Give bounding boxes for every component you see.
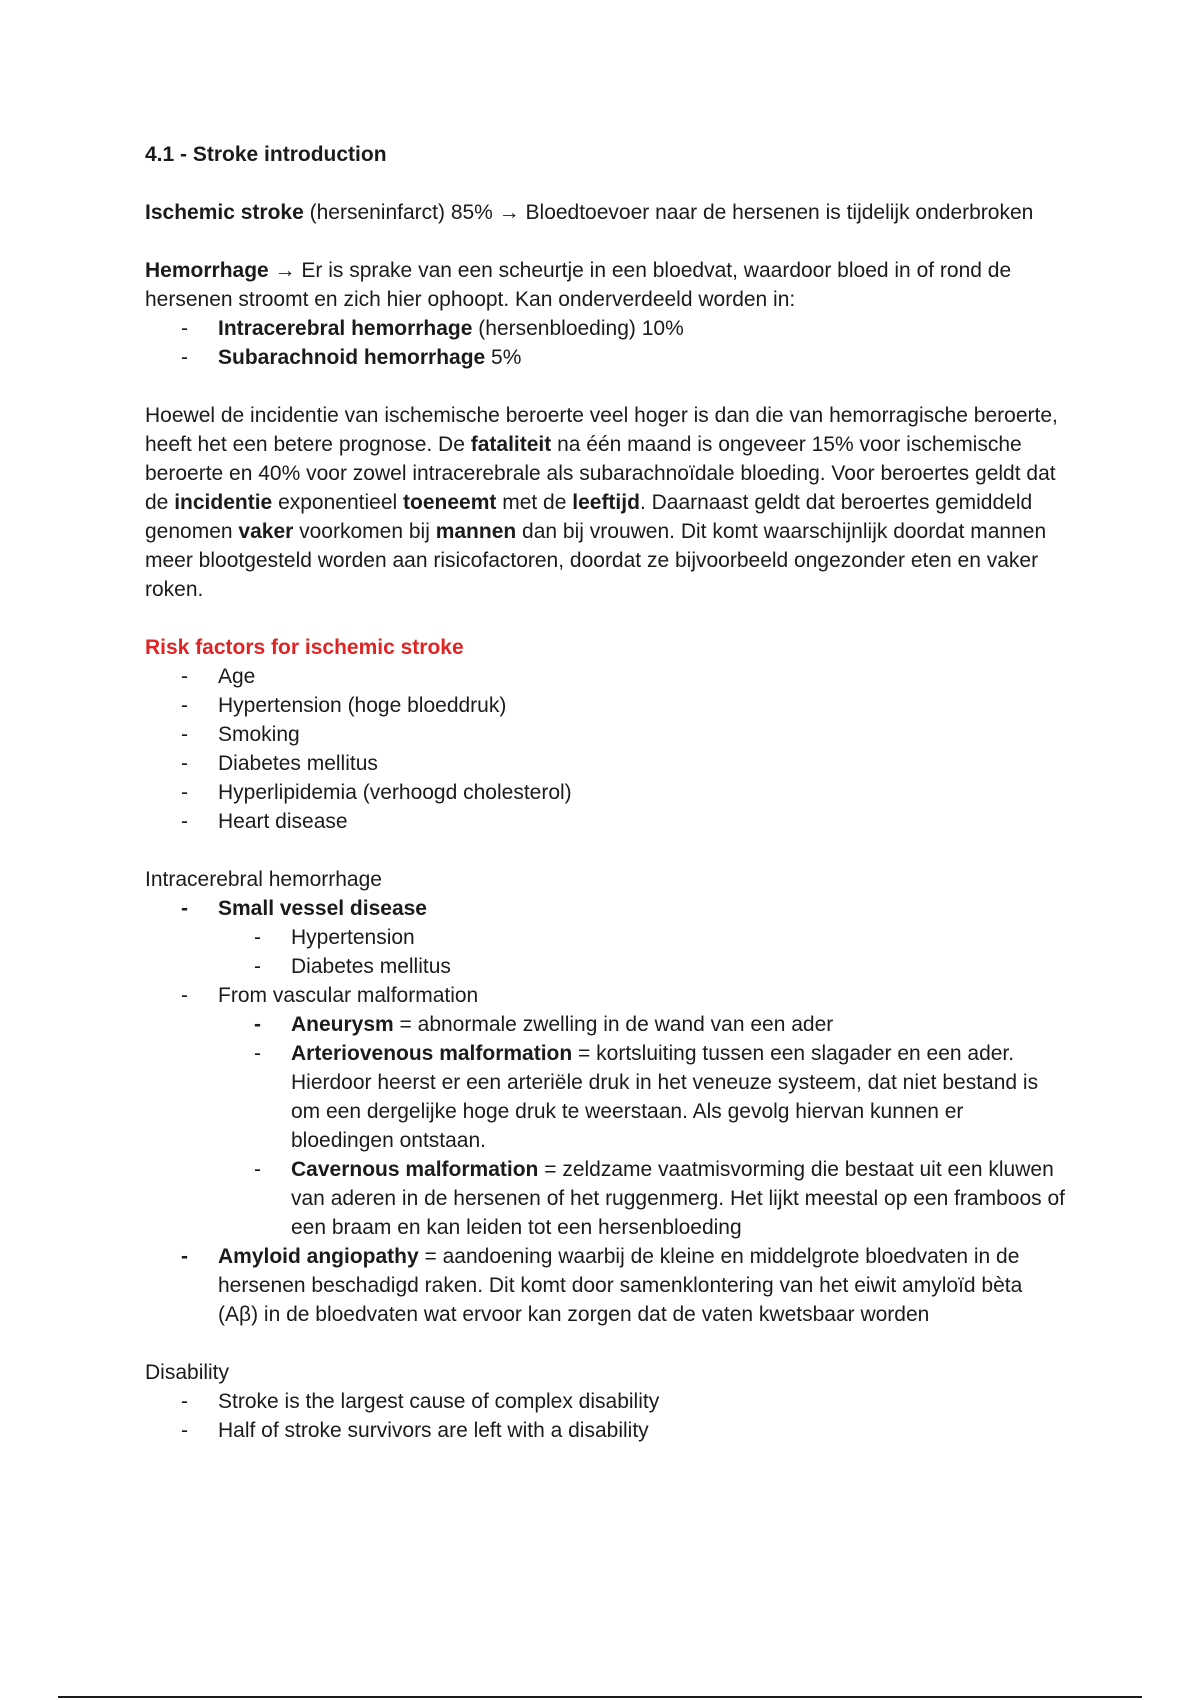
dash-bullet: - bbox=[181, 1419, 188, 1442]
ich-heading: Intracerebral hemorrhage bbox=[145, 868, 382, 891]
item-text: Half of stroke survivors are left with a disability bbox=[218, 1419, 649, 1442]
document-page bbox=[145, 140, 1065, 1445]
item-term: Intracerebral hemorrhage bbox=[218, 317, 473, 340]
item-text: = kortsluiting tussen een slagader en een ader. Hierdoor heerst er een arteriële druk in het veneuze systeem, dat niet bestand is om een dergelijke hoge druk te weerstaan. Als gevolg hiervan kunnen er bloedingen ontstaan. bbox=[291, 1042, 1039, 1152]
item-text: = aandoening waarbij de kleine en middelgrote bloedvaten in de hersenen beschadigd raken. Dit komt door samenklontering van het eiwit amyloïd bèta (Aβ) in de bloedvaten wat ervoor kan zorgen dat de vaten kwetsbaar worden bbox=[218, 1245, 1023, 1326]
bold-run: leeftijd bbox=[572, 491, 640, 514]
list-item bbox=[181, 343, 1065, 372]
item-text: Diabetes mellitus bbox=[291, 955, 451, 978]
hemorrhage-term: Hemorrhage bbox=[145, 259, 269, 282]
list-item bbox=[181, 691, 1065, 720]
item-text: Diabetes mellitus bbox=[218, 752, 378, 775]
list-item bbox=[181, 981, 1065, 1242]
list-item bbox=[181, 1416, 1065, 1445]
ischemic-term: Ischemic stroke bbox=[145, 201, 304, 224]
item-term: Aneurysm bbox=[291, 1013, 394, 1036]
item-text: Hypertension bbox=[291, 926, 415, 949]
item-term: Arteriovenous malformation bbox=[291, 1042, 573, 1065]
dash-bullet: - bbox=[181, 897, 188, 920]
item-text: Age bbox=[218, 665, 256, 688]
item-text: Hypertension (hoge bloeddruk) bbox=[218, 694, 507, 717]
item-text: = zeldzame vaatmisvorming die bestaat uit een kluwen van aderen in de hersenen of het ruggenmerg. Het lijkt meestal op een framboos of een braam en kan leiden tot een hersenbloeding bbox=[291, 1158, 1065, 1239]
page-bottom-rule bbox=[58, 1696, 1142, 1698]
dash-bullet: - bbox=[254, 1013, 261, 1036]
list-item bbox=[254, 1155, 1065, 1242]
bold-run: fataliteit bbox=[470, 433, 552, 456]
text-run: exponentieel bbox=[272, 491, 404, 514]
text-run: met de bbox=[496, 491, 573, 514]
dash-bullet: - bbox=[181, 346, 188, 369]
dash-bullet: - bbox=[181, 810, 188, 833]
page-title: 4.1 - Stroke introduction bbox=[145, 143, 387, 166]
dash-bullet: - bbox=[254, 926, 261, 949]
dash-bullet: - bbox=[181, 317, 188, 340]
text-run: na één maand is ongeveer 15% voor ischemische beroerte en 40% voor zowel intracerebrale als subarachnoïdale bloeding. Voor beroertes geldt dat de bbox=[145, 433, 1056, 514]
ischemic-text: (herseninfarct) 85% → Bloedtoevoer naar de hersenen is tijdelijk onderbroken bbox=[303, 201, 1034, 224]
ich-list bbox=[145, 894, 1065, 1329]
item-term: Amyloid angiopathy bbox=[218, 1245, 419, 1268]
list-item bbox=[181, 720, 1065, 749]
text-run: voorkomen bij bbox=[293, 520, 436, 543]
item-text: Hyperlipidemia (verhoogd cholesterol) bbox=[218, 781, 572, 804]
disability-list bbox=[145, 1387, 1065, 1445]
dash-bullet: - bbox=[254, 955, 261, 978]
item-term: Small vessel disease bbox=[218, 897, 427, 920]
hemorrhage-list bbox=[145, 314, 1065, 372]
text-run: . Daarnaast geldt dat beroertes gemiddeld genomen bbox=[145, 491, 1033, 543]
ischemic-stroke-paragraph bbox=[145, 198, 1065, 227]
item-term: Subarachnoid hemorrhage bbox=[218, 346, 486, 369]
item-text: 5% bbox=[485, 346, 522, 369]
item-text: Smoking bbox=[218, 723, 300, 746]
dash-bullet: - bbox=[181, 1390, 188, 1413]
list-item bbox=[181, 807, 1065, 836]
list-item bbox=[181, 778, 1065, 807]
dash-bullet: - bbox=[181, 752, 188, 775]
item-text: = abnormale zwelling in de wand van een ader bbox=[393, 1013, 834, 1036]
text-run: dan bij vrouwen. Dit komt waarschijnlijk doordat mannen meer blootgesteld worden aan risicofactoren, doordat ze bijvoorbeeld ongezonder eten en vaker roken. bbox=[145, 520, 1047, 601]
list-item bbox=[181, 1387, 1065, 1416]
dash-bullet: - bbox=[181, 984, 188, 1007]
item-text: Stroke is the largest cause of complex disability bbox=[218, 1390, 660, 1413]
bold-run: incidentie bbox=[174, 491, 273, 514]
list-item bbox=[181, 749, 1065, 778]
disability-heading: Disability bbox=[145, 1361, 230, 1384]
list-item bbox=[181, 314, 1065, 343]
dash-bullet: - bbox=[181, 1245, 188, 1268]
dash-bullet: - bbox=[181, 723, 188, 746]
list-item bbox=[181, 1242, 1065, 1329]
bold-run: toeneemt bbox=[403, 491, 497, 514]
list-item bbox=[254, 952, 1065, 981]
text-run: Hoewel de incidentie van ischemische beroerte veel hoger is dan die van hemorragische beroerte, heeft het een betere prognose. De bbox=[145, 404, 1058, 456]
list-item bbox=[181, 894, 1065, 981]
sub-list bbox=[218, 1010, 1065, 1242]
item-text: From vascular malformation bbox=[218, 984, 479, 1007]
risk-factors-list bbox=[145, 662, 1065, 836]
incidence-paragraph bbox=[145, 401, 1065, 604]
dash-bullet: - bbox=[254, 1158, 261, 1181]
list-item bbox=[181, 662, 1065, 691]
list-item bbox=[254, 1010, 1065, 1039]
dash-bullet: - bbox=[181, 694, 188, 717]
dash-bullet: - bbox=[181, 781, 188, 804]
hemorrhage-text: → Er is sprake van een scheurtje in een bloedvat, waardoor bloed in of rond de hersenen stroomt en zich hier ophoopt. Kan onderverdeeld worden in: bbox=[145, 259, 1012, 311]
sub-list bbox=[218, 923, 1065, 981]
hemorrhage-paragraph bbox=[145, 256, 1065, 314]
item-text: Heart disease bbox=[218, 810, 348, 833]
list-item bbox=[254, 1039, 1065, 1155]
list-item bbox=[254, 923, 1065, 952]
dash-bullet: - bbox=[254, 1042, 261, 1065]
dash-bullet: - bbox=[181, 665, 188, 688]
risk-factors-heading: Risk factors for ischemic stroke bbox=[145, 636, 464, 659]
bold-run: vaker bbox=[238, 520, 294, 543]
item-term: Cavernous malformation bbox=[291, 1158, 539, 1181]
item-text: (hersenbloeding) 10% bbox=[472, 317, 684, 340]
bold-run: mannen bbox=[435, 520, 517, 543]
